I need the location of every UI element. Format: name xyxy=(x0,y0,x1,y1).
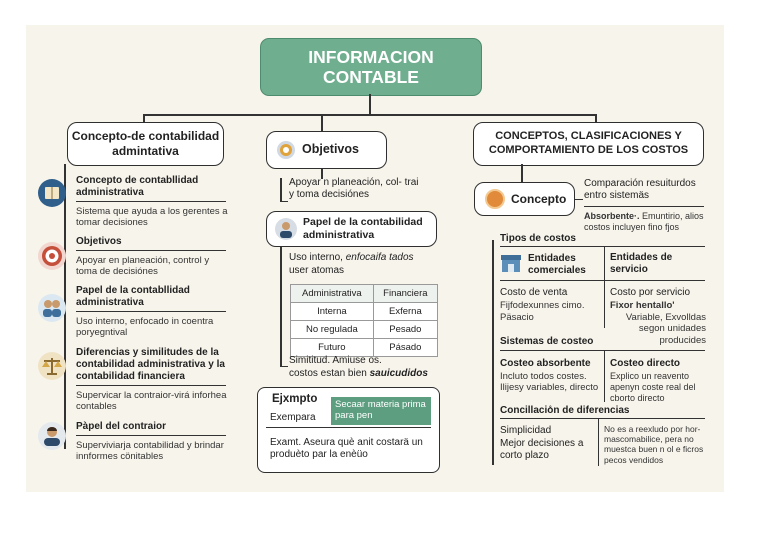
divider xyxy=(500,350,705,351)
papel-text-italic: enfocaifa tados xyxy=(345,252,414,263)
papel-label: Papel de la contabilidad administrativa xyxy=(303,215,423,241)
objetivos-header xyxy=(266,131,387,169)
mejor-decisiones: Mejor decisiones a corto plazo xyxy=(500,438,584,461)
costeo-directo-desc: Explico un reavento apenyn coste real del cborto directo xyxy=(610,371,696,403)
objetivos-label: Objetivos xyxy=(302,142,359,157)
entidades-servicio: Entidades de servicio xyxy=(610,252,673,275)
coin-icon xyxy=(485,189,505,209)
connector xyxy=(280,366,288,367)
tipos-title: Tipos de costos xyxy=(500,233,576,244)
similitud-text-plain: costos estan bien xyxy=(289,368,367,379)
example-green-label: Secaar materia prima para pen xyxy=(331,397,431,425)
divider xyxy=(500,280,705,281)
divider xyxy=(604,350,605,402)
divider xyxy=(584,206,704,207)
costo-servicio-3: Variable, Exvolldas segon unidades producides xyxy=(625,312,706,346)
papel-text-2: user atomas xyxy=(289,265,345,276)
absorbente-bold: Absorbente·. xyxy=(584,211,640,221)
person-icon xyxy=(38,422,66,450)
similitud-italic: sauicudidos xyxy=(369,368,428,379)
costeo-absorbente-desc: Incluto todos costes. Ilijesy variables, directo xyxy=(500,371,599,394)
divider xyxy=(76,201,226,202)
divider xyxy=(500,246,705,247)
example-desc: Examt. Aseura què anit costarä un produèto par la enèüo xyxy=(270,437,423,460)
conciliacion-title: Concillacio̊n de diferencias xyxy=(500,405,630,416)
table-cell: No regulada xyxy=(291,321,374,339)
divider xyxy=(76,435,226,436)
table-row xyxy=(291,321,438,339)
entidades-comerciales: Entidades comerciales xyxy=(528,253,586,276)
conciliacion-desc: No es a reexludo por hor-mascomabilice, pera no muestca buen n ol e ficros pecos vendidos xyxy=(604,424,704,465)
absorbente-desc: Emuntirio, alios costos incluyen fino fjos xyxy=(584,211,704,232)
table-cell: Exferna xyxy=(373,303,437,321)
connector xyxy=(280,247,282,367)
connector xyxy=(280,201,288,202)
costo-servicio-2: Fixor hentallo' xyxy=(610,300,675,311)
costeo-directo: Costeo directo xyxy=(610,358,681,369)
right-header: CONCEPTOS, CLASIFICACIONES Y COMPORTAMIENTO DE LOS COSTOS xyxy=(473,122,704,166)
simplicidad: Simplicidad xyxy=(500,425,552,436)
connector xyxy=(369,94,371,115)
divider xyxy=(76,250,226,251)
left-item-title: Papel de la contabllidad administrativa xyxy=(76,285,190,308)
book-icon xyxy=(38,179,66,207)
left-item-title: Objetivos xyxy=(76,236,122,247)
costeo-absorbente: Costeo absorbente xyxy=(500,358,591,369)
table-header: Administrativa xyxy=(291,285,374,303)
table-header-row xyxy=(291,285,438,303)
scale-icon xyxy=(38,352,66,380)
concepto-box xyxy=(474,182,575,216)
comparacion-text: Comparación resuiturdos entro sistemäs xyxy=(584,178,696,201)
store-icon xyxy=(500,252,522,274)
connector xyxy=(321,114,323,131)
left-item-desc: Sistema que ayuda a los gerentes a tomar decisiones xyxy=(76,206,228,229)
left-item-desc: Uso interno, enfocado in coentra poryegntival xyxy=(76,316,214,339)
similitud-text-2 xyxy=(289,368,428,380)
connector xyxy=(521,164,523,182)
absorbente-text xyxy=(584,211,706,233)
table-cell: Futuro xyxy=(291,339,374,357)
person-icon xyxy=(275,218,297,240)
left-item-title: Diferencias y similitudes de la contabilidad administrativa y la contabilidad financiera xyxy=(76,347,225,382)
divider xyxy=(76,311,226,312)
people-icon xyxy=(38,294,66,322)
example-label: Exempara xyxy=(270,412,316,423)
target-icon xyxy=(277,141,295,159)
table-row xyxy=(291,339,438,357)
concepto-label: Concepto xyxy=(511,191,567,206)
left-item-desc: Supervicar la contraior-virá inforhea contables xyxy=(76,390,227,413)
divider xyxy=(500,418,705,419)
left-item-title: Pàpel del contraior xyxy=(76,421,167,432)
objetivos-text: Apoyar n planeación, col- trai y toma decisiónes xyxy=(289,177,419,200)
connector xyxy=(595,114,597,122)
similitud-text: Simititud. Amiuse os. xyxy=(289,355,382,366)
example-title: Ejxmpto xyxy=(272,393,318,405)
costo-venta-3: Päsacio xyxy=(500,312,534,323)
divider xyxy=(266,427,431,428)
left-item-desc: Superviviarja contabilidad y brindar innformes cönitables xyxy=(76,440,224,463)
main-title: INFORMACION CONTABLE xyxy=(260,38,482,96)
table-header: Financiera xyxy=(373,285,437,303)
table-row xyxy=(291,303,438,321)
costo-venta: Costo de venta xyxy=(500,287,568,298)
left-item-desc: Apoyar en planeación, control y toma de decisiónes xyxy=(76,255,210,278)
papel-header xyxy=(266,211,437,247)
papel-text-plain: Uso interno, xyxy=(289,252,343,263)
connector xyxy=(575,199,583,200)
sistemas-title: Sistemas de costeo xyxy=(500,336,594,347)
table-cell: Pásado xyxy=(373,339,437,357)
connector xyxy=(143,114,596,116)
left-header: Concepto-de contabilidad admintativa xyxy=(67,122,224,166)
costo-servicio: Costo por servicio xyxy=(610,287,691,298)
comparison-table xyxy=(290,284,438,357)
connector xyxy=(492,240,494,465)
costo-venta-2: Fijfodexunnes cimo. xyxy=(500,300,585,311)
divider xyxy=(604,246,605,328)
left-item-title: Concepto de contabllidad administrativa xyxy=(76,175,199,198)
table-cell: Interna xyxy=(291,303,374,321)
connector xyxy=(280,178,282,202)
table-cell: Pesado xyxy=(373,321,437,339)
divider xyxy=(598,418,599,466)
papel-text xyxy=(289,252,414,264)
divider xyxy=(76,385,226,386)
target-icon xyxy=(38,242,66,270)
